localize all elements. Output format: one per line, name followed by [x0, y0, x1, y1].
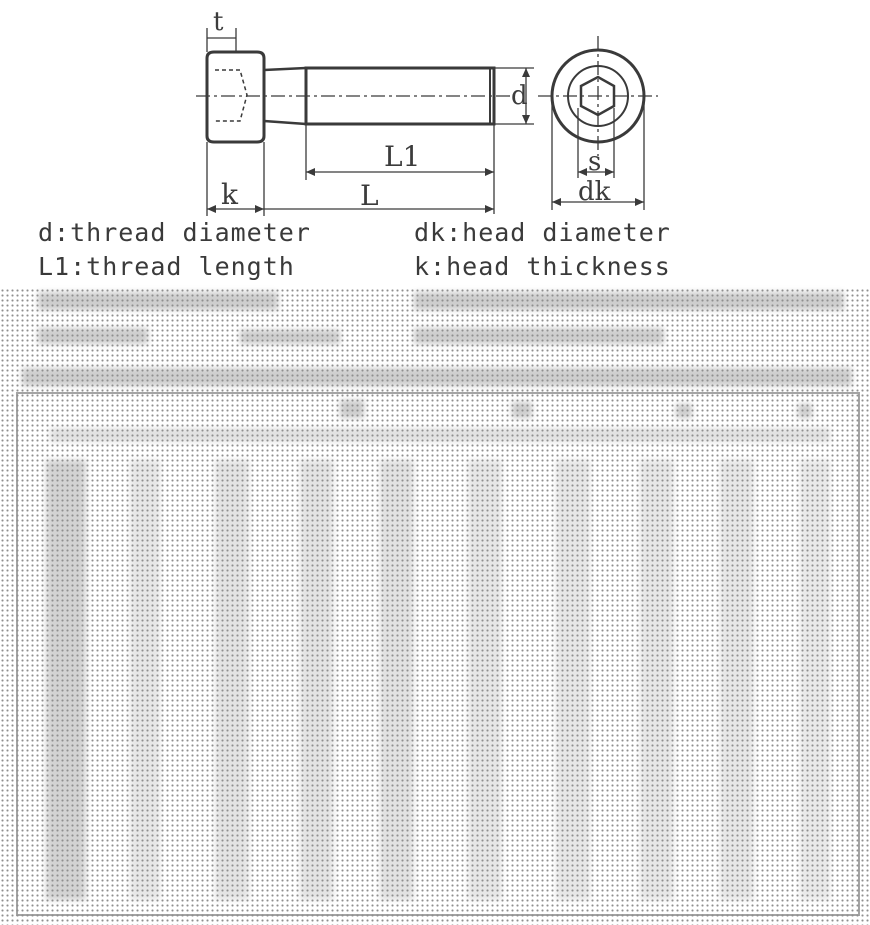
legend-head-diameter: dk:head diameter: [414, 218, 671, 247]
label-t: t: [213, 7, 224, 37]
label-d: d: [511, 81, 528, 111]
label-dk: dk: [578, 177, 611, 207]
label-L: L: [360, 179, 379, 212]
label-k: k: [221, 178, 238, 211]
label-s: s: [588, 147, 602, 177]
legend-thread-diameter: d:thread diameter: [38, 218, 311, 247]
screw-head: [207, 52, 264, 142]
legend-thread-length: L1:thread length: [38, 252, 295, 281]
label-L1: L1: [384, 140, 421, 173]
legend-head-thickness: k:head thickness: [414, 252, 671, 281]
